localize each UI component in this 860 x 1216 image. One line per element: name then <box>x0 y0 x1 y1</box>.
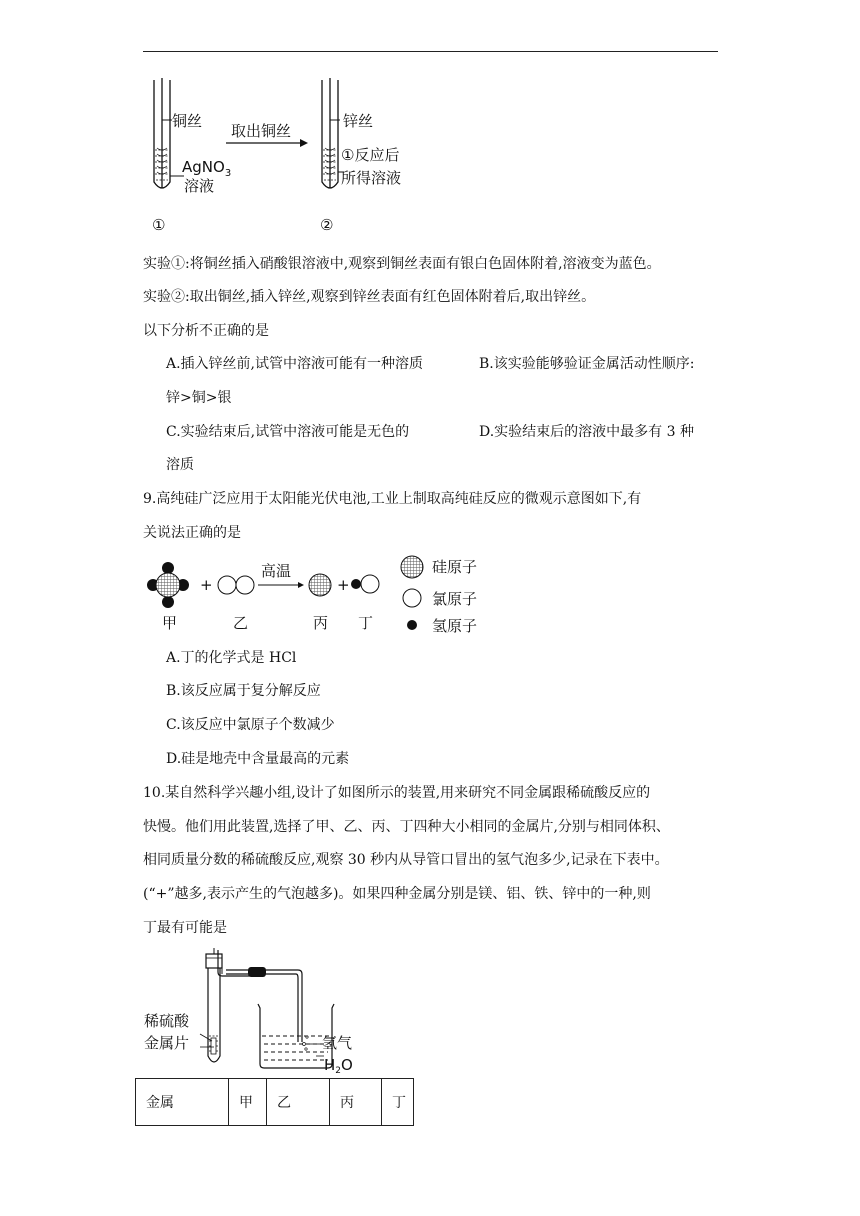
test-tube-1 <box>154 78 184 188</box>
q8-option-d: D.实验结束后的溶液中最多有 3 种 <box>479 424 694 440</box>
tube-2-number: ② <box>320 216 334 234</box>
table-cell-jia: 甲 <box>229 1079 267 1126</box>
label-bing: 丙 <box>313 614 329 632</box>
q9-stem-2: 关说法正确的是 <box>143 525 241 541</box>
label-ding: 丁 <box>358 614 374 632</box>
agno3-label: AgNO$_3$ <box>182 158 232 179</box>
metal-table <box>135 1078 414 1126</box>
header-rule <box>143 51 718 52</box>
experiment-2-text: 实验②:取出铜丝,插入锌丝,观察到锌丝表面有红色固体附着后,取出锌丝。 <box>143 289 596 305</box>
water-label: $H_2O$ <box>324 1056 353 1076</box>
arrow-label: 取出铜丝 <box>231 122 292 140</box>
molecule-jia <box>147 562 189 608</box>
legend-hydrogen-icon <box>407 620 417 630</box>
q9-option-c: C.该反应中氯原子个数减少 <box>166 717 335 733</box>
q10-stem-4: (“+”越多,表示产生的气泡越多)。如果四种金属分别是镁、铝、铁、锌中的一种,则 <box>143 886 651 902</box>
q10-stem-1: 10.某自然科学兴趣小组,设计了如图所示的装置,用来研究不同金属跟稀硫酸反应的 <box>143 785 651 801</box>
copper-wire-label: 铜丝 <box>172 112 203 130</box>
plus-sign-1: + <box>200 576 213 594</box>
q9-option-d: D.硅是地壳中含量最高的元素 <box>166 751 350 767</box>
arrow-head-icon <box>298 582 304 588</box>
label-yi: 乙 <box>233 614 249 632</box>
test-tube-diagram <box>140 78 440 238</box>
q10-stem-5: 丁最有可能是 <box>143 920 227 936</box>
rubber-connector <box>248 967 266 977</box>
q8-question: 以下分析不正确的是 <box>143 323 269 339</box>
reaction-condition-label: 高温 <box>261 562 292 580</box>
legend-silicon-label: 硅原子 <box>432 558 478 576</box>
solution-label-1: 溶液 <box>184 177 215 195</box>
reaction-micro-diagram <box>140 552 500 642</box>
solution-label-2a: ①反应后 <box>341 146 400 164</box>
q9-option-a: A.丁的化学式是 HCl <box>166 650 297 666</box>
hydrogen-label: 氢气 <box>322 1034 353 1052</box>
stopper <box>206 954 222 968</box>
q8-option-b-cont: 锌>铜>银 <box>166 390 232 406</box>
label-jia: 甲 <box>162 614 178 632</box>
molecule-ding <box>351 575 379 593</box>
legend-chlorine-icon <box>403 589 421 607</box>
table-header-cell: 金属 <box>136 1079 229 1126</box>
tube-1-number: ① <box>152 216 166 234</box>
table-cell-ding: 丁 <box>382 1079 414 1126</box>
table-cell-bing: 丙 <box>330 1079 382 1126</box>
legend-silicon-icon <box>401 556 423 578</box>
zinc-wire-label: 锌丝 <box>343 112 374 130</box>
q8-option-d-cont: 溶质 <box>166 457 194 473</box>
metal-label: 金属片 <box>144 1034 190 1052</box>
experiment-1-text: 实验①:将铜丝插入硝酸银溶液中,观察到铜丝表面有银白色固体附着,溶液变为蓝色。 <box>143 256 661 272</box>
q8-option-c: C.实验结束后,试管中溶液可能是无色的 <box>166 424 410 440</box>
q9-stem-1: 9.高纯硅广泛应用于太阳能光伏电池,工业上制取高纯硅反应的微观示意图如下,有 <box>143 491 642 507</box>
table-cell-yi: 乙 <box>267 1079 330 1126</box>
q10-stem-3: 相同质量分数的稀硫酸反应,观察 30 秒内从导管口冒出的氢气泡多少,记录在下表中。 <box>143 852 669 868</box>
molecule-bing <box>309 574 331 596</box>
q9-option-b: B.该反应属于复分解反应 <box>166 683 321 699</box>
q8-option-a: A.插入锌丝前,试管中溶液可能有一种溶质 <box>166 356 424 372</box>
arrow-head-icon <box>300 139 308 147</box>
q10-stem-2: 快慢。他们用此装置,选择了甲、乙、丙、丁四种大小相同的金属片,分别与相同体积、 <box>143 819 670 835</box>
legend-hydrogen-label: 氢原子 <box>432 617 478 635</box>
acid-label: 稀硫酸 <box>144 1012 190 1030</box>
molecule-yi <box>218 576 254 594</box>
table-row <box>136 1079 414 1126</box>
legend-chlorine-label: 氯原子 <box>432 590 478 608</box>
hydrogen-apparatus-diagram <box>140 948 380 1078</box>
q8-option-b: B.该实验能够验证金属活动性顺序: <box>479 356 695 372</box>
solution-label-2b: 所得溶液 <box>341 169 402 187</box>
plus-sign-2: + <box>337 576 350 594</box>
